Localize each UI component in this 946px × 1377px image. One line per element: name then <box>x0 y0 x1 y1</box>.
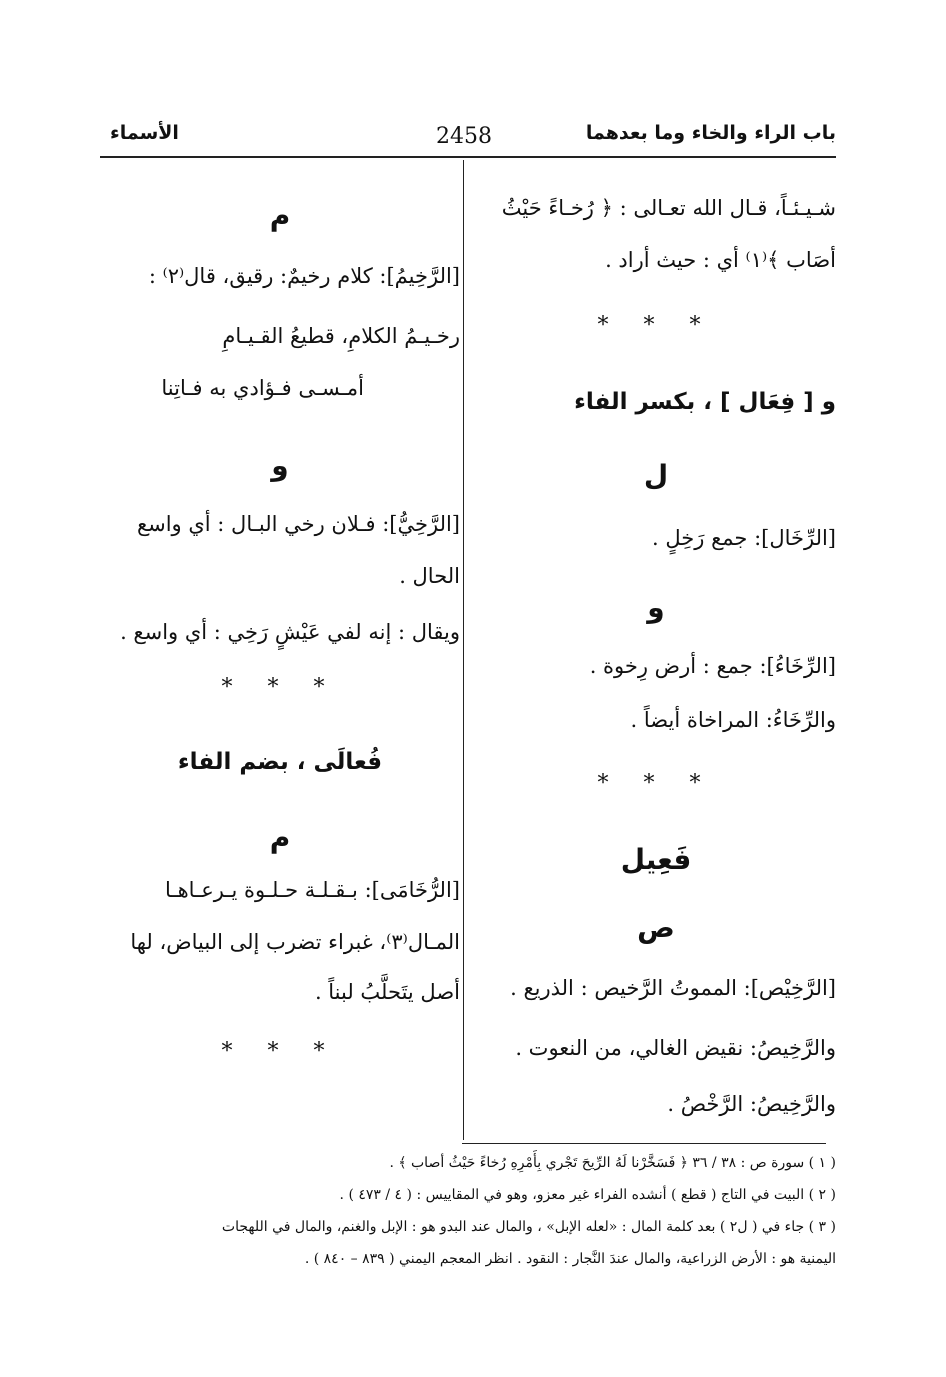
column-divider <box>463 160 464 1140</box>
page-number: 2458 <box>436 124 492 149</box>
running-header-left: الأسماء <box>110 122 179 144</box>
letter-heading: و <box>271 449 289 482</box>
footnote-3-continued: اليمنية هو : الأرض الزراعية، والمال عندَ النَّجار : النقود . انظر المعجم اليمني ( ٨٣٩ – ٨٤٠ ) . <box>304 1251 836 1267</box>
separator-stars: * * * <box>221 1039 339 1064</box>
section-heading: فُعالَى ، بضم الفاء <box>177 749 383 775</box>
section-heading: و [ فِعَال ] ، بكسر الفاء <box>574 389 836 415</box>
entry-line: [الرَّخِيُّ]: فـلان رخي البـال : أي واسع <box>136 512 460 536</box>
separator-stars: * * * <box>221 675 339 700</box>
footnote-1: ( ١ ) سورة ص : ٣٨ / ٣٦ ﴿ فَسَخَّرْنا لَهُ الرِّيحَ تَجْري بِأَمْرِهِ رُخاءً حَيْثُ أصاب ﴾ . <box>389 1155 836 1171</box>
header-rule <box>100 156 836 158</box>
entry-line: الحال . <box>399 564 460 588</box>
letter-heading: و <box>647 591 665 624</box>
letter-heading: م <box>269 199 291 232</box>
footnote-2: ( ٢ ) البيت في التاج ( قطع ) أنشده الفراء غير معزو، وهو في المقاييس : ( ٤ / ٤٧٣ ) . <box>339 1187 836 1203</box>
footnote-rule <box>462 1143 826 1144</box>
letter-heading: ص <box>637 911 675 944</box>
entry-line: والرَّخِيصُ: الرَّخْصُ . <box>667 1092 836 1116</box>
entry-line: [الرِّخَال]: جمع رَخِلٍ . <box>652 526 836 550</box>
pattern-heading: فَعِيل <box>620 843 692 876</box>
entry-line: [الرَّخِيمُ]: كلام رخيمٌ: رقيق، قال⁽٢⁾ : <box>148 264 460 288</box>
entry-line: أصل يتَحلَّبُ لبناً . <box>314 980 460 1004</box>
right-column <box>476 160 836 1130</box>
letter-heading: ل <box>643 459 669 492</box>
entry-line: ويقال : إنه لفي عَيْشٍ رَخِي : أي واسع . <box>120 620 460 644</box>
verse-line: رخـيـمُ الكلامِ، قطيعُ القـيـامِ <box>222 324 460 348</box>
separator-stars: * * * <box>597 313 715 338</box>
entry-line: [الرَّخِيْص]: المموتُ الرَّخيص : الذريع . <box>510 976 836 1000</box>
running-header-right: باب الراء والخاء وما بعدهما <box>585 122 836 144</box>
entry-line: المـال⁽٣⁾، غبراء تضرب إلى البياض، لها <box>130 930 460 954</box>
entry-line: [الرُّخَامَى]: بـقـلـة حـلـوة يـرعـاهـا <box>165 878 460 902</box>
separator-stars: * * * <box>597 771 715 796</box>
text-line: أصَاب ﴾⁽١⁾ أي : حيث أراد . <box>605 248 836 272</box>
entry-line: والرَّخِيصُ: نقيض الغالي، من النعوت . <box>515 1036 836 1060</box>
entry-line: [الرِّخَاءُ]: جمع : أرض رِخوة . <box>589 654 836 678</box>
footnote-3: ( ٣ ) جاء في ( ل٢ ) بعد كلمة المال : «لعله الإبل» ، والمال عند البدو هو : الإبل والغنم، والمال في اللهجات <box>221 1219 836 1235</box>
text-line: شـيـئـاً، قـال الله تعـالى : ﴿ رُخـاءً حَيْثُ <box>501 196 836 220</box>
verse-line: أمـسـى فـؤادي به فـاتِنا <box>161 376 364 400</box>
entry-line: والرِّخَاءُ: المراخاة أيضاً . <box>630 708 836 732</box>
letter-heading: م <box>269 821 291 854</box>
left-column <box>100 160 460 1130</box>
